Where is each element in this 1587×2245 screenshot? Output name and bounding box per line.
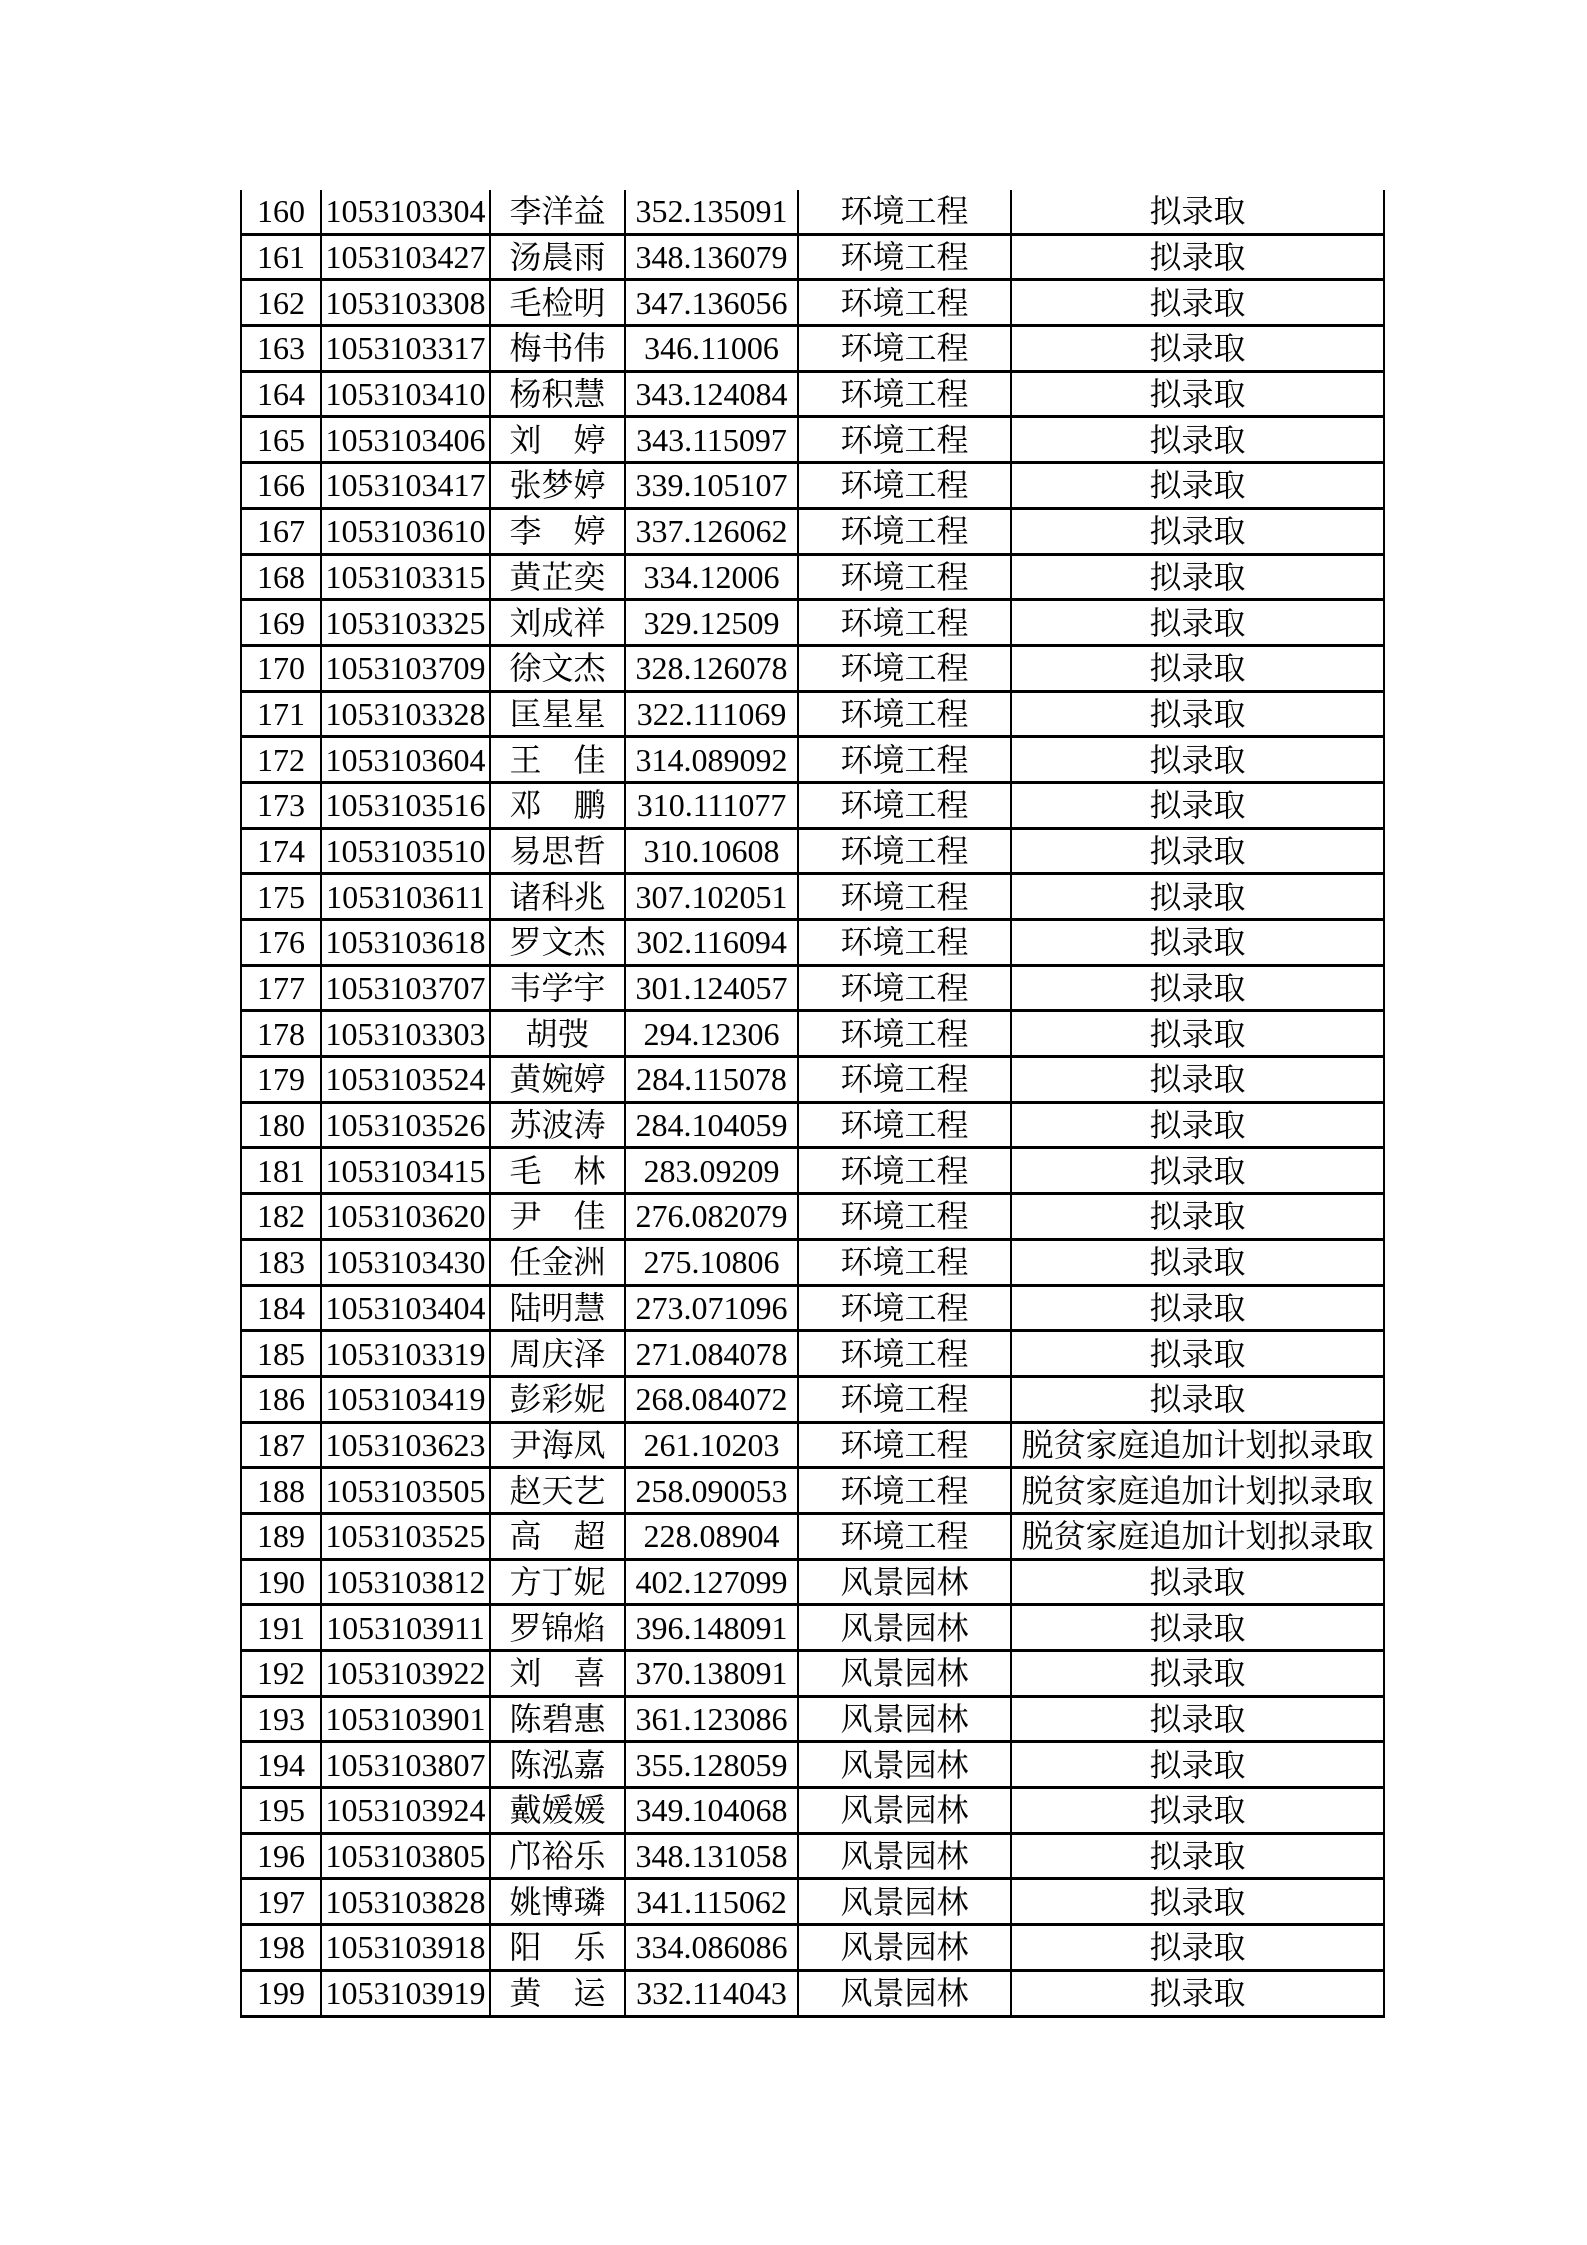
cell-admitted-major: 环境工程 [798, 1331, 1011, 1377]
cell-candidate-id: 1053103828 [321, 1879, 490, 1925]
cell-remark: 拟录取 [1011, 600, 1384, 646]
cell-candidate-id: 1053103304 [321, 190, 490, 234]
cell-total-score: 284.104059 [625, 1102, 798, 1148]
cell-total-score: 275.10806 [625, 1239, 798, 1285]
cell-rank: 169 [241, 600, 321, 646]
cell-rank: 179 [241, 1057, 321, 1103]
cell-name: 尹海凤 [490, 1422, 625, 1468]
cell-remark: 拟录取 [1011, 1559, 1384, 1605]
table-row [241, 1376, 1384, 1422]
cell-candidate-id: 1053103525 [321, 1513, 490, 1559]
cell-total-score: 329.12509 [625, 600, 798, 646]
cell-remark: 拟录取 [1011, 1102, 1384, 1148]
cell-total-score: 339.105107 [625, 463, 798, 509]
cell-rank: 175 [241, 874, 321, 920]
cell-rank: 166 [241, 463, 321, 509]
cell-remark: 拟录取 [1011, 1742, 1384, 1788]
table-row [241, 874, 1384, 920]
cell-name: 邓 鹏 [490, 782, 625, 828]
cell-name: 李 婷 [490, 508, 625, 554]
cell-name: 毛检明 [490, 280, 625, 326]
table-row [241, 737, 1384, 783]
cell-candidate-id: 1053103315 [321, 554, 490, 600]
cell-remark: 拟录取 [1011, 828, 1384, 874]
cell-admitted-major: 风景园林 [798, 1651, 1011, 1697]
cell-remark: 拟录取 [1011, 1239, 1384, 1285]
cell-candidate-id: 1053103510 [321, 828, 490, 874]
cell-total-score: 328.126078 [625, 645, 798, 691]
cell-name: 陈泓嘉 [490, 1742, 625, 1788]
cell-remark: 拟录取 [1011, 1788, 1384, 1834]
cell-admitted-major: 风景园林 [798, 1879, 1011, 1925]
cell-rank: 182 [241, 1194, 321, 1240]
cell-candidate-id: 1053103807 [321, 1742, 490, 1788]
cell-remark: 拟录取 [1011, 645, 1384, 691]
cell-remark: 脱贫家庭追加计划拟录取 [1011, 1422, 1384, 1468]
cell-total-score: 314.089092 [625, 737, 798, 783]
table-row [241, 554, 1384, 600]
table-row [241, 1696, 1384, 1742]
cell-name: 黄芷奕 [490, 554, 625, 600]
cell-rank: 172 [241, 737, 321, 783]
cell-remark: 拟录取 [1011, 1605, 1384, 1651]
cell-candidate-id: 1053103901 [321, 1696, 490, 1742]
cell-total-score: 284.115078 [625, 1057, 798, 1103]
cell-rank: 178 [241, 1011, 321, 1057]
cell-total-score: 337.126062 [625, 508, 798, 554]
cell-admitted-major: 环境工程 [798, 371, 1011, 417]
cell-total-score: 334.12006 [625, 554, 798, 600]
cell-name: 易思哲 [490, 828, 625, 874]
cell-name: 方丁妮 [490, 1559, 625, 1605]
table-row [241, 1331, 1384, 1377]
cell-candidate-id: 1053103922 [321, 1651, 490, 1697]
table-row [241, 1422, 1384, 1468]
table-row [241, 1605, 1384, 1651]
cell-remark: 拟录取 [1011, 508, 1384, 554]
table-row [241, 782, 1384, 828]
cell-total-score: 402.127099 [625, 1559, 798, 1605]
cell-total-score: 347.136056 [625, 280, 798, 326]
cell-candidate-id: 1053103805 [321, 1833, 490, 1879]
cell-candidate-id: 1053103319 [321, 1331, 490, 1377]
cell-rank: 176 [241, 920, 321, 966]
cell-name: 姚博璘 [490, 1879, 625, 1925]
cell-admitted-major: 环境工程 [798, 920, 1011, 966]
table-row [241, 1833, 1384, 1879]
table-row [241, 691, 1384, 737]
cell-remark: 拟录取 [1011, 1879, 1384, 1925]
cell-rank: 164 [241, 371, 321, 417]
table-row [241, 965, 1384, 1011]
cell-total-score: 258.090053 [625, 1468, 798, 1514]
cell-name: 刘 喜 [490, 1651, 625, 1697]
cell-total-score: 352.135091 [625, 190, 798, 234]
table-row [241, 280, 1384, 326]
cell-total-score: 348.136079 [625, 234, 798, 280]
cell-remark: 拟录取 [1011, 874, 1384, 920]
cell-rank: 160 [241, 190, 321, 234]
cell-remark: 拟录取 [1011, 234, 1384, 280]
cell-rank: 167 [241, 508, 321, 554]
cell-total-score: 276.082079 [625, 1194, 798, 1240]
cell-name: 苏波涛 [490, 1102, 625, 1148]
cell-remark: 拟录取 [1011, 1833, 1384, 1879]
cell-name: 周庆泽 [490, 1331, 625, 1377]
table-row [241, 463, 1384, 509]
cell-total-score: 343.124084 [625, 371, 798, 417]
cell-candidate-id: 1053103317 [321, 326, 490, 372]
cell-remark: 拟录取 [1011, 1148, 1384, 1194]
table-row [241, 234, 1384, 280]
cell-remark: 拟录取 [1011, 1970, 1384, 2016]
cell-remark: 拟录取 [1011, 1057, 1384, 1103]
admission-table-body [241, 190, 1384, 2016]
cell-total-score: 310.10608 [625, 828, 798, 874]
cell-admitted-major: 环境工程 [798, 600, 1011, 646]
cell-rank: 188 [241, 1468, 321, 1514]
cell-candidate-id: 1053103524 [321, 1057, 490, 1103]
cell-rank: 170 [241, 645, 321, 691]
cell-name: 刘成祥 [490, 600, 625, 646]
cell-candidate-id: 1053103328 [321, 691, 490, 737]
cell-rank: 193 [241, 1696, 321, 1742]
cell-name: 黄婉婷 [490, 1057, 625, 1103]
cell-name: 徐文杰 [490, 645, 625, 691]
cell-name: 阳 乐 [490, 1925, 625, 1971]
cell-rank: 168 [241, 554, 321, 600]
cell-candidate-id: 1053103325 [321, 600, 490, 646]
cell-candidate-id: 1053103415 [321, 1148, 490, 1194]
cell-admitted-major: 环境工程 [798, 645, 1011, 691]
cell-admitted-major: 环境工程 [798, 782, 1011, 828]
cell-name: 毛 林 [490, 1148, 625, 1194]
cell-total-score: 334.086086 [625, 1925, 798, 1971]
cell-name: 陆明慧 [490, 1285, 625, 1331]
cell-name: 陈碧惠 [490, 1696, 625, 1742]
cell-candidate-id: 1053103611 [321, 874, 490, 920]
table-row [241, 1239, 1384, 1285]
cell-remark: 拟录取 [1011, 326, 1384, 372]
cell-rank: 171 [241, 691, 321, 737]
cell-rank: 183 [241, 1239, 321, 1285]
cell-admitted-major: 环境工程 [798, 1148, 1011, 1194]
table-row [241, 1970, 1384, 2016]
cell-total-score: 322.111069 [625, 691, 798, 737]
cell-name: 戴媛媛 [490, 1788, 625, 1834]
cell-remark: 拟录取 [1011, 1011, 1384, 1057]
cell-name: 罗锦焰 [490, 1605, 625, 1651]
cell-total-score: 294.12306 [625, 1011, 798, 1057]
cell-rank: 190 [241, 1559, 321, 1605]
table-row [241, 326, 1384, 372]
cell-rank: 189 [241, 1513, 321, 1559]
cell-rank: 162 [241, 280, 321, 326]
cell-rank: 197 [241, 1879, 321, 1925]
cell-name: 张梦婷 [490, 463, 625, 509]
cell-candidate-id: 1053103308 [321, 280, 490, 326]
cell-candidate-id: 1053103918 [321, 1925, 490, 1971]
cell-remark: 拟录取 [1011, 1696, 1384, 1742]
cell-remark: 拟录取 [1011, 1925, 1384, 1971]
cell-total-score: 396.148091 [625, 1605, 798, 1651]
table-row [241, 1925, 1384, 1971]
cell-candidate-id: 1053103812 [321, 1559, 490, 1605]
table-row [241, 190, 1384, 234]
table-row [241, 828, 1384, 874]
table-row [241, 920, 1384, 966]
cell-candidate-id: 1053103516 [321, 782, 490, 828]
cell-admitted-major: 环境工程 [798, 1239, 1011, 1285]
table-row [241, 1879, 1384, 1925]
cell-candidate-id: 1053103419 [321, 1376, 490, 1422]
table-row [241, 1788, 1384, 1834]
cell-name: 杨积慧 [490, 371, 625, 417]
cell-admitted-major: 环境工程 [798, 874, 1011, 920]
cell-name: 邝裕乐 [490, 1833, 625, 1879]
table-row [241, 417, 1384, 463]
cell-candidate-id: 1053103610 [321, 508, 490, 554]
cell-name: 王 佳 [490, 737, 625, 783]
cell-candidate-id: 1053103623 [321, 1422, 490, 1468]
cell-remark: 拟录取 [1011, 1376, 1384, 1422]
table-row [241, 1559, 1384, 1605]
cell-rank: 184 [241, 1285, 321, 1331]
cell-candidate-id: 1053103430 [321, 1239, 490, 1285]
cell-total-score: 343.115097 [625, 417, 798, 463]
cell-total-score: 361.123086 [625, 1696, 798, 1742]
cell-name: 高 超 [490, 1513, 625, 1559]
table-row [241, 1194, 1384, 1240]
cell-rank: 191 [241, 1605, 321, 1651]
cell-admitted-major: 环境工程 [798, 508, 1011, 554]
table-row [241, 1651, 1384, 1697]
cell-rank: 186 [241, 1376, 321, 1422]
admission-list-table [240, 190, 1385, 2018]
cell-total-score: 341.115062 [625, 1879, 798, 1925]
cell-name: 诸科兆 [490, 874, 625, 920]
cell-rank: 185 [241, 1331, 321, 1377]
cell-remark: 拟录取 [1011, 417, 1384, 463]
cell-rank: 180 [241, 1102, 321, 1148]
cell-total-score: 271.084078 [625, 1331, 798, 1377]
cell-total-score: 301.124057 [625, 965, 798, 1011]
cell-remark: 脱贫家庭追加计划拟录取 [1011, 1513, 1384, 1559]
cell-admitted-major: 环境工程 [798, 1376, 1011, 1422]
cell-admitted-major: 环境工程 [798, 1102, 1011, 1148]
cell-admitted-major: 风景园林 [798, 1605, 1011, 1651]
cell-remark: 拟录取 [1011, 190, 1384, 234]
cell-admitted-major: 环境工程 [798, 965, 1011, 1011]
cell-total-score: 355.128059 [625, 1742, 798, 1788]
cell-name: 彭彩妮 [490, 1376, 625, 1422]
table-row [241, 1513, 1384, 1559]
cell-admitted-major: 风景园林 [798, 1970, 1011, 2016]
cell-total-score: 283.09209 [625, 1148, 798, 1194]
cell-rank: 174 [241, 828, 321, 874]
cell-admitted-major: 风景园林 [798, 1925, 1011, 1971]
cell-candidate-id: 1053103526 [321, 1102, 490, 1148]
cell-admitted-major: 风景园林 [798, 1788, 1011, 1834]
cell-total-score: 349.104068 [625, 1788, 798, 1834]
cell-admitted-major: 环境工程 [798, 280, 1011, 326]
cell-total-score: 370.138091 [625, 1651, 798, 1697]
cell-remark: 拟录取 [1011, 554, 1384, 600]
cell-candidate-id: 1053103911 [321, 1605, 490, 1651]
cell-total-score: 228.08904 [625, 1513, 798, 1559]
cell-candidate-id: 1053103709 [321, 645, 490, 691]
cell-name: 尹 佳 [490, 1194, 625, 1240]
cell-name: 黄 运 [490, 1970, 625, 2016]
cell-rank: 195 [241, 1788, 321, 1834]
cell-candidate-id: 1053103406 [321, 417, 490, 463]
cell-admitted-major: 环境工程 [798, 1513, 1011, 1559]
cell-candidate-id: 1053103707 [321, 965, 490, 1011]
cell-candidate-id: 1053103417 [321, 463, 490, 509]
cell-remark: 拟录取 [1011, 1651, 1384, 1697]
cell-rank: 177 [241, 965, 321, 1011]
table-row [241, 1742, 1384, 1788]
cell-admitted-major: 风景园林 [798, 1559, 1011, 1605]
cell-rank: 161 [241, 234, 321, 280]
cell-admitted-major: 环境工程 [798, 828, 1011, 874]
table-row [241, 508, 1384, 554]
table-row [241, 1057, 1384, 1103]
table-row [241, 1468, 1384, 1514]
cell-remark: 拟录取 [1011, 965, 1384, 1011]
cell-name: 李洋益 [490, 190, 625, 234]
cell-remark: 拟录取 [1011, 782, 1384, 828]
cell-rank: 173 [241, 782, 321, 828]
cell-admitted-major: 环境工程 [798, 1422, 1011, 1468]
cell-admitted-major: 风景园林 [798, 1742, 1011, 1788]
cell-total-score: 307.102051 [625, 874, 798, 920]
cell-candidate-id: 1053103604 [321, 737, 490, 783]
cell-candidate-id: 1053103620 [321, 1194, 490, 1240]
cell-rank: 199 [241, 1970, 321, 2016]
table-row [241, 600, 1384, 646]
cell-rank: 194 [241, 1742, 321, 1788]
cell-remark: 拟录取 [1011, 920, 1384, 966]
cell-candidate-id: 1053103618 [321, 920, 490, 966]
cell-admitted-major: 环境工程 [798, 417, 1011, 463]
cell-admitted-major: 风景园林 [798, 1833, 1011, 1879]
table-row [241, 1285, 1384, 1331]
cell-admitted-major: 环境工程 [798, 1194, 1011, 1240]
cell-candidate-id: 1053103404 [321, 1285, 490, 1331]
cell-candidate-id: 1053103410 [321, 371, 490, 417]
table-row [241, 1148, 1384, 1194]
cell-candidate-id: 1053103427 [321, 234, 490, 280]
cell-remark: 拟录取 [1011, 280, 1384, 326]
cell-total-score: 346.11006 [625, 326, 798, 372]
cell-rank: 163 [241, 326, 321, 372]
cell-name: 匡星星 [490, 691, 625, 737]
cell-name: 罗文杰 [490, 920, 625, 966]
cell-total-score: 348.131058 [625, 1833, 798, 1879]
cell-name: 汤晨雨 [490, 234, 625, 280]
cell-admitted-major: 环境工程 [798, 691, 1011, 737]
cell-name: 梅书伟 [490, 326, 625, 372]
cell-candidate-id: 1053103303 [321, 1011, 490, 1057]
cell-admitted-major: 环境工程 [798, 554, 1011, 600]
cell-remark: 拟录取 [1011, 1331, 1384, 1377]
cell-total-score: 332.114043 [625, 1970, 798, 2016]
cell-name: 胡弢 [490, 1011, 625, 1057]
cell-total-score: 268.084072 [625, 1376, 798, 1422]
cell-remark: 拟录取 [1011, 463, 1384, 509]
cell-remark: 脱贫家庭追加计划拟录取 [1011, 1468, 1384, 1514]
cell-name: 韦学宇 [490, 965, 625, 1011]
cell-total-score: 273.071096 [625, 1285, 798, 1331]
cell-admitted-major: 环境工程 [798, 190, 1011, 234]
cell-admitted-major: 环境工程 [798, 737, 1011, 783]
cell-remark: 拟录取 [1011, 1194, 1384, 1240]
cell-total-score: 261.10203 [625, 1422, 798, 1468]
cell-admitted-major: 环境工程 [798, 463, 1011, 509]
cell-candidate-id: 1053103505 [321, 1468, 490, 1514]
cell-total-score: 310.111077 [625, 782, 798, 828]
table-row [241, 645, 1384, 691]
cell-name: 刘 婷 [490, 417, 625, 463]
table-row [241, 1102, 1384, 1148]
cell-name: 赵天艺 [490, 1468, 625, 1514]
cell-rank: 187 [241, 1422, 321, 1468]
cell-admitted-major: 环境工程 [798, 1057, 1011, 1103]
cell-rank: 192 [241, 1651, 321, 1697]
cell-candidate-id: 1053103919 [321, 1970, 490, 2016]
cell-rank: 198 [241, 1925, 321, 1971]
cell-rank: 165 [241, 417, 321, 463]
cell-admitted-major: 环境工程 [798, 326, 1011, 372]
cell-remark: 拟录取 [1011, 737, 1384, 783]
cell-name: 任金洲 [490, 1239, 625, 1285]
cell-remark: 拟录取 [1011, 371, 1384, 417]
cell-admitted-major: 环境工程 [798, 1285, 1011, 1331]
cell-remark: 拟录取 [1011, 691, 1384, 737]
table-row [241, 1011, 1384, 1057]
cell-candidate-id: 1053103924 [321, 1788, 490, 1834]
cell-rank: 196 [241, 1833, 321, 1879]
cell-remark: 拟录取 [1011, 1285, 1384, 1331]
cell-rank: 181 [241, 1148, 321, 1194]
cell-admitted-major: 风景园林 [798, 1696, 1011, 1742]
table-row [241, 371, 1384, 417]
cell-total-score: 302.116094 [625, 920, 798, 966]
cell-admitted-major: 环境工程 [798, 1468, 1011, 1514]
cell-admitted-major: 环境工程 [798, 234, 1011, 280]
cell-admitted-major: 环境工程 [798, 1011, 1011, 1057]
